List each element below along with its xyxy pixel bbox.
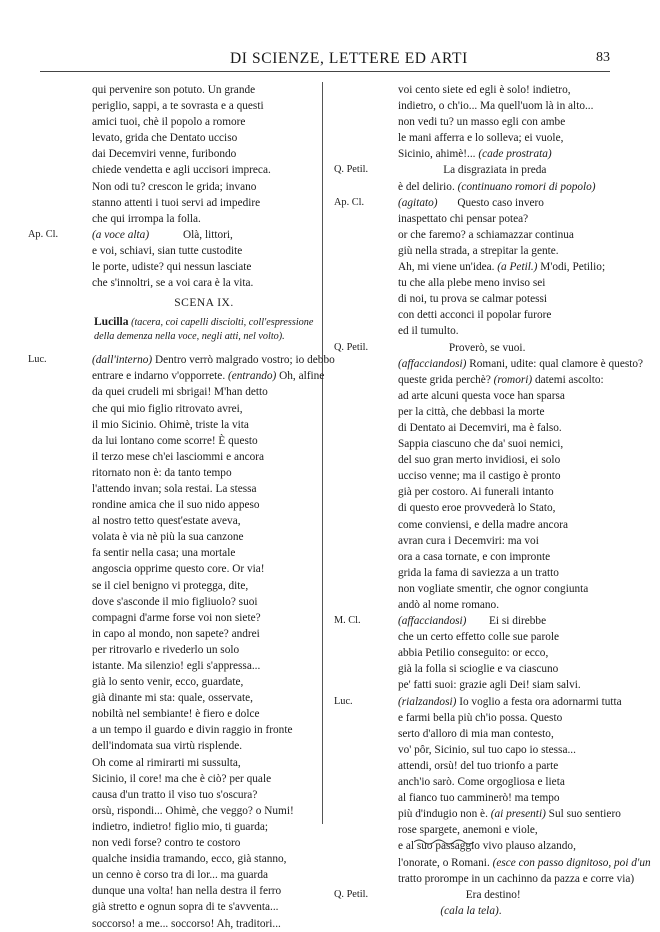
verse-line [326, 162, 626, 178]
verse-line [20, 401, 316, 417]
line-text: di noi, tu prova se calmar potessi [398, 293, 548, 306]
line-text: il terzo mese ch'ei lasciommi e ancora [92, 450, 265, 463]
verse-line [20, 626, 316, 642]
line-text: non vogliate smentir, che ognor congiunta [398, 582, 589, 595]
verse-line [326, 677, 626, 693]
verse-line [20, 658, 316, 674]
line-text: Era destino! [398, 888, 521, 901]
verse-line [20, 642, 316, 658]
line-text: amici tuoi, chè il popolo a romore [92, 116, 246, 129]
line-text: le mani afferra e lo solleva; ei vuole, [398, 132, 564, 145]
line-text: soccorso! a me... soccorso! Ah, traditori... [92, 917, 281, 930]
line-text: al fianco tuo camminerò! ma tempo [398, 792, 560, 805]
line-text: con detti acconci il popolar furore [398, 309, 552, 322]
page-number: 83 [596, 50, 610, 65]
verse-line [326, 291, 626, 307]
verse-line [20, 610, 316, 626]
verse-line [326, 372, 626, 388]
verse-line [326, 871, 635, 887]
line-text: a un tempo il guardo e divin raggio in fronte [92, 724, 293, 737]
verse-line [20, 674, 316, 690]
line-text: da quei crudeli mi sbrigai! M'han detto [92, 386, 268, 399]
verse-line [20, 497, 316, 513]
line-text: compagni d'arme forse voi non siete? [92, 611, 261, 624]
line-text: Sappia ciascuno che da' suoi nemici, [398, 438, 564, 451]
speaker-label: Ap. Cl. [334, 196, 365, 208]
line-text: per la città, che debbasi la morte [398, 405, 545, 418]
line-text: tratto prorompe in un cachinno da pazza e corre via) [398, 872, 635, 885]
right-lines [326, 82, 651, 919]
verse-line [20, 529, 316, 545]
verse-line [326, 420, 626, 436]
running-title: DI SCIENZE, LETTERE ED ARTI [230, 50, 468, 67]
verse-line [326, 581, 626, 597]
verse-line [20, 578, 316, 594]
verse-line [326, 694, 626, 710]
verse-line [326, 388, 626, 404]
line-text: in capo al mondo, non sapete? andrei [92, 627, 260, 640]
verse-line [326, 243, 626, 259]
line-text: dove s'asconde il mio figliuolo? suoi [92, 595, 258, 608]
line-text: e farmi bella più ch'io possa. Questo [398, 711, 563, 724]
verse-line [326, 742, 626, 758]
verse-line [20, 545, 316, 561]
line-text: voi cento siete ed egli è solo! indietro, [398, 84, 571, 96]
line-text: (affacciandosi) Ei si direbbe [398, 615, 547, 628]
scene-heading-row [20, 293, 316, 313]
line-text: se il ciel benigno vi protegga, dite, [92, 579, 249, 592]
line-text: (agitato) Questo caso invero [398, 196, 544, 209]
verse-line [326, 855, 651, 871]
verse-line [326, 82, 626, 98]
line-text: anch'io sarò. Come orgogliosa e lieta [398, 776, 565, 789]
verse-line [20, 98, 316, 114]
left-lines-top [20, 82, 316, 291]
verse-line [20, 755, 316, 771]
verse-line [326, 822, 626, 838]
line-text: queste grida perchè? (romori) datemi ascolto: [398, 373, 604, 386]
verse-line [20, 594, 316, 610]
verse-line [20, 787, 316, 803]
line-text: levato, grida che Dentato ucciso [92, 132, 238, 145]
verse-line [20, 465, 316, 481]
line-text: (a voce alta) Olà, littori, [92, 228, 233, 241]
scene-heading: SCENA IX. [174, 297, 234, 310]
line-text: di questo eroe provvederà lo Stato, [398, 502, 556, 515]
line-text: rose spargete, anemoni e viole, [398, 824, 538, 837]
verse-line [326, 195, 626, 211]
line-text: vo' pôr, Sicinio, sul tuo capo io stessa... [398, 743, 576, 756]
verse-line [20, 275, 316, 291]
line-text: giù nella strada, a strepitar la gente. [398, 244, 559, 257]
line-text: le porte, udiste? qui nessun lasciate [92, 261, 252, 274]
verse-line [326, 500, 626, 516]
cast-desc-1: (tacera, coi capelli disciolti, coll'espressione [131, 317, 314, 329]
line-text: già per costoro. Ai funerali intanto [398, 486, 554, 499]
line-text: già lo sento venir, ecco, guardate, [92, 676, 244, 689]
line-text: causa d'un tratto il viso tuo s'oscura? [92, 788, 258, 801]
verse-line [20, 259, 316, 275]
verse-line [20, 352, 335, 368]
line-text: indietro, o ch'io... Ma quell'uom là in alto... [398, 100, 594, 113]
page-header [40, 44, 610, 72]
verse-line [20, 561, 316, 577]
verse-line [20, 883, 316, 899]
verse-line [20, 690, 316, 706]
line-text: dai Decemviri venne, furibondo [92, 148, 237, 161]
verse-line [20, 851, 316, 867]
line-text: Oh come al rimirarti mi sussulta, [92, 756, 241, 769]
verse-line [326, 710, 626, 726]
verse-line [326, 629, 626, 645]
verse-line [20, 706, 316, 722]
verse-line [20, 130, 316, 146]
verse-line [20, 368, 325, 384]
verse-line [326, 130, 626, 146]
verse-line [326, 307, 626, 323]
verse-line [20, 433, 316, 449]
verse-line [20, 819, 316, 835]
line-text: periglio, sappi, a te sovrasta e a questi [92, 100, 264, 113]
verse-line [326, 227, 626, 243]
line-text: ucciso venne; ma il castigo è pronto [398, 470, 561, 483]
line-text: l'onorate, o Romani. (esce con passo dignitoso, poi d'un [398, 856, 651, 869]
verse-line [326, 98, 626, 114]
line-text: ora a casa tornate, e con impronte [398, 550, 551, 563]
line-text: dunque una volta! han nella destra il ferro [92, 885, 282, 898]
verse-line [326, 404, 626, 420]
verse-line [20, 449, 316, 465]
line-text: Proverò, se vuoi. [398, 341, 526, 354]
verse-line [326, 887, 626, 903]
verse-line [326, 661, 626, 677]
speaker-label: Luc. [334, 695, 353, 707]
line-text: indietro, indietro! figlio mio, ti guarda; [92, 820, 269, 833]
line-text: ritornato non è: da tanto tempo [92, 466, 232, 479]
verse-line [20, 146, 316, 162]
verse-line [326, 726, 626, 742]
speaker-label: Q. Petil. [334, 341, 369, 353]
verse-line [326, 549, 626, 565]
speaker-label: M. Cl. [334, 615, 361, 627]
verse-line [326, 114, 626, 130]
verse-line [20, 243, 316, 259]
line-text: che un certo effetto colle sue parole [398, 631, 560, 644]
line-text: stanno attenti i tuoi servi ad impedire [92, 196, 261, 209]
verse-line [326, 484, 626, 500]
verse-line [20, 82, 316, 98]
verse-line [20, 211, 316, 227]
line-text: come conviensi, e della madre ancora [398, 518, 568, 531]
verse-line [326, 806, 626, 822]
column-divider [322, 82, 323, 824]
verse-line [20, 162, 316, 178]
verse-line [20, 481, 316, 497]
line-text: orsù, rispondi... Ohimè, che veggo? o Numi! [92, 804, 294, 817]
line-text: (cala la tela). [440, 904, 502, 917]
line-text: un cenno è corso tra di lor... ma guarda [92, 869, 268, 882]
verse-line [20, 227, 316, 243]
line-text: rondine amica che il suo nido appeso [92, 499, 260, 512]
verse-line [326, 838, 626, 854]
verse-line [20, 513, 316, 529]
verse-line [20, 417, 316, 433]
verse-line [326, 758, 626, 774]
line-text: al nostro tetto quest'estate aveva, [92, 515, 241, 528]
line-text: qualche insidia tramando, ecco, già stanno, [92, 853, 287, 866]
line-text: serto d'alloro di mia man contesto, [398, 727, 554, 740]
line-text: ed il tumulto. [398, 325, 459, 338]
line-text: qui pervenire son potuto. Un grande [92, 84, 256, 96]
speaker-label: Q. Petil. [334, 888, 369, 900]
cast-direction [20, 315, 316, 344]
line-text: (affacciandosi) Romani, udite: qual clamore è questo? [398, 357, 644, 370]
line-text: di Dentato ai Decemviri, ma è falso. [398, 421, 562, 434]
left-column [20, 82, 335, 932]
cast-desc-2: della demenza nella voce, negli atti, nel volto). [94, 331, 285, 343]
verse-line [326, 468, 626, 484]
verse-line [20, 803, 316, 819]
line-text: or che faremo? a schiamazzar continua [398, 228, 574, 241]
verse-line [20, 916, 316, 932]
line-text: che qui mio figlio ritrovato avrei, [92, 402, 243, 415]
line-text: Sicinio, il core! ma che è ciò? per quale [92, 772, 272, 785]
line-text: (rialzandosi) Io voglio a festa ora adornarmi tutta [398, 695, 622, 708]
line-text: (dall'interno) Dentro verrò malgrado vostro; io debbo [92, 354, 335, 367]
speaker-label: Luc. [28, 354, 47, 366]
verse-line [20, 835, 316, 851]
verse-line [20, 384, 316, 400]
line-text: istante. Ma silenzio! egli s'appressa... [92, 660, 261, 672]
verse-line [326, 517, 626, 533]
cast-name: Lucilla [94, 316, 129, 329]
verse-line [20, 867, 316, 883]
verse-line [326, 597, 626, 613]
line-text: già stretto e ognun sopra di te s'avventa... [92, 901, 279, 914]
line-text: ad arte alcuni questa voce han sparsa [398, 389, 565, 402]
verse-line [326, 436, 626, 452]
line-text: volata è via nè più la sua canzone [92, 531, 244, 544]
line-text: Non odi tu? crescon le grida; invano [92, 180, 257, 193]
line-text: già la folla si scioglie e va ciascuno [398, 663, 559, 676]
verse-line [20, 195, 316, 211]
verse-line [326, 179, 626, 195]
line-text: inaspettato chi pensar potea? [398, 212, 529, 225]
line-text: già dinante mi sta: quale, osservate, [92, 692, 253, 705]
end-ornament [414, 838, 474, 846]
verse-line [326, 533, 626, 549]
line-text: angoscia opprime questo core. Or via! [92, 563, 265, 576]
verse-line [20, 771, 316, 787]
verse-line [326, 275, 626, 291]
verse-line [326, 613, 626, 629]
line-text: chiede vendetta e agli uccisori impreca. [92, 164, 271, 177]
verse-line [326, 645, 626, 661]
verse-line [326, 146, 626, 162]
header-rule [40, 71, 610, 72]
line-text: nobiltà nel sembiante! è fiero e dolce [92, 708, 260, 721]
line-text: pe' fatti suoi: grazie agli Dei! siam salvi. [398, 679, 581, 692]
verse-line [20, 179, 316, 195]
verse-line [326, 903, 626, 919]
line-text: La disgraziata in preda [398, 164, 547, 177]
verse-line [20, 114, 316, 130]
line-text: e voi, schiavi, sian tutte custodite [92, 244, 243, 257]
line-text: non vedi tu? un masso egli con ambe [398, 116, 566, 129]
line-text: e al suo passaggio vivo plauso alzando, [398, 840, 576, 853]
line-text: per ritrovarlo e rivederlo un solo [92, 643, 240, 656]
verse-line [20, 899, 316, 915]
verse-line [20, 738, 316, 754]
verse-line [326, 323, 626, 339]
verse-line [326, 340, 626, 356]
line-text: non vedi forse? contro te costoro [92, 837, 241, 850]
verse-line [20, 722, 316, 738]
line-text: abbia Petilio conseguito: or ecco, [398, 647, 549, 660]
line-text: tu che alla plebe meno inviso sei [398, 277, 546, 290]
line-text: che s'innoltri, se a voi cara è la vita. [92, 277, 254, 290]
verse-line [326, 452, 626, 468]
line-text: avran cura i Decemviri: ma voi [398, 534, 539, 547]
speaker-label: Q. Petil. [334, 164, 369, 176]
line-text: che qui irrompa la folla. [92, 212, 201, 225]
line-text: Ah, mi viene un'idea. (a Petil.) M'odi, Petilio; [398, 261, 606, 274]
line-text: andò al nome romano. [398, 599, 500, 611]
line-text: l'attendo invan; sola restai. La stessa [92, 482, 257, 495]
verse-line [326, 211, 626, 227]
verse-line [326, 774, 626, 790]
line-text: entrare e indarno v'opporrete. (entrando) Oh, alfine [92, 370, 325, 383]
verse-line [326, 565, 626, 581]
line-text: più d'indugio non è. (ai presenti) Sul suo sentiero [398, 808, 621, 821]
speaker-label: Ap. Cl. [28, 228, 59, 240]
left-lines-bottom [20, 352, 335, 931]
right-column [326, 82, 651, 919]
line-text: il mio Sicinio. Ohimè, triste la vita [92, 418, 249, 431]
line-text: Sicinio, ahimè!... (cade prostrata) [398, 148, 552, 161]
line-text: attendi, orsù! del tuo trionfo a parte [398, 759, 559, 772]
line-text: fa sentir nella casa; una mortale [92, 547, 236, 560]
verse-line [326, 790, 626, 806]
line-text: è del delirio. (continuano romori di popolo) [398, 180, 596, 193]
line-text: da lui lontano come scorre! È questo [92, 434, 258, 447]
line-text: del suo gran merto invidiosi, ei solo [398, 454, 561, 467]
verse-line [326, 259, 626, 275]
line-text: dell'indomata sua virtù risplende. [92, 740, 243, 753]
verse-line [326, 356, 644, 372]
line-text: grida la fama di saviezza a un tratto [398, 566, 559, 579]
